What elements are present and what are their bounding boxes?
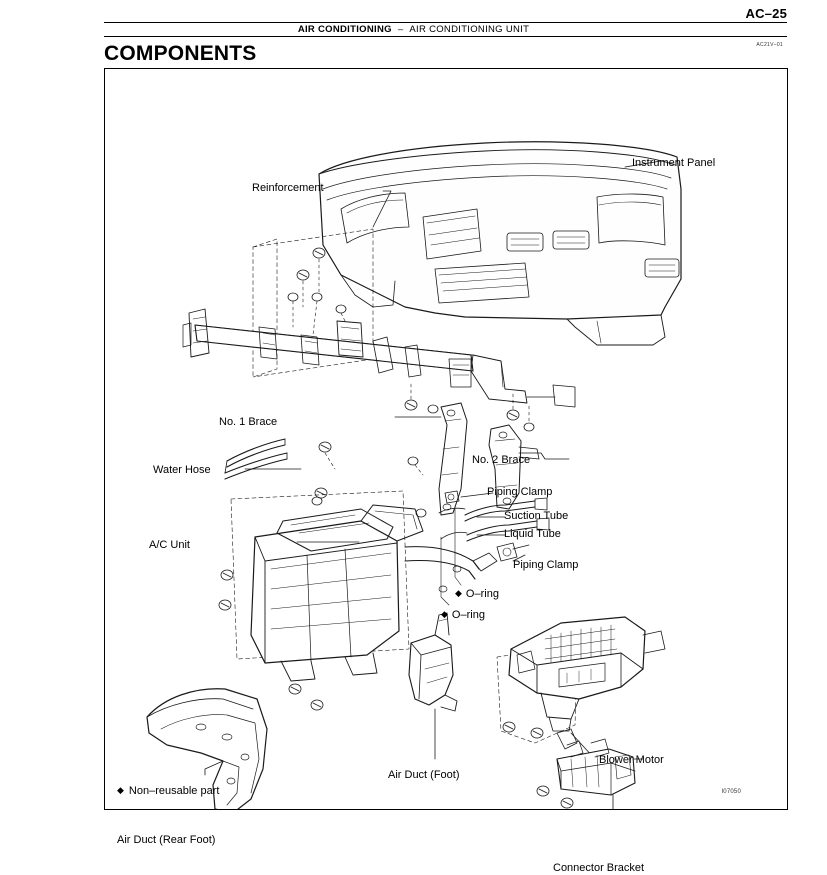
callout-reinforcement: Reinforcement [252,182,324,194]
no-1-brace-drawing [439,403,467,515]
callout-liquid-tube: Liquid Tube [504,528,561,540]
header-rule-bottom [104,36,787,37]
callout-connector-bracket: Connector Bracket [553,862,645,874]
blower-motor-drawing [497,617,665,743]
non-reusable-part-note: ◆ Non–reusable part [117,785,219,797]
page-title: COMPONENTS [104,42,257,65]
connector-bracket-drawing [537,729,635,808]
illustration-frame [104,68,788,874]
running-header [0,24,827,35]
image-code: I07050 [721,789,741,795]
water-hose-drawing [225,439,287,479]
callout-air-duct-foot: Air Duct (Foot) [388,769,460,781]
components-illustration [105,69,787,809]
callout-air-duct-rear-foot: Air Duct (Rear Foot) [117,834,216,846]
callout-o-ring-2: ◆ O–ring [441,609,485,622]
figure-code: AC21V–01 [756,42,783,48]
air-duct-foot-drawing [409,613,457,711]
header-separator: – [397,24,404,35]
callout-no-2-brace: No. 2 Brace [472,454,531,466]
callout-piping-clamp-1: Piping Clamp [487,486,553,498]
callout-suction-tube: Suction Tube [504,510,569,522]
callout-piping-clamp-2: Piping Clamp [513,559,579,571]
header-section: AIR CONDITIONING [297,24,392,35]
callout-water-hose: Water Hose [153,464,211,476]
page-number: AC–25 [745,6,787,21]
callout-o-ring-1: ◆ O–ring [455,588,499,601]
header-subsection: AIR CONDITIONING UNIT [409,24,530,35]
callout-blower-motor: Blower Motor [599,754,664,766]
callout-no-1-brace: No. 1 Brace [219,416,278,428]
callout-instrument-panel: Instrument Panel [632,157,716,169]
callout-ac-unit: A/C Unit [149,539,190,551]
header-rule-top [104,22,787,23]
